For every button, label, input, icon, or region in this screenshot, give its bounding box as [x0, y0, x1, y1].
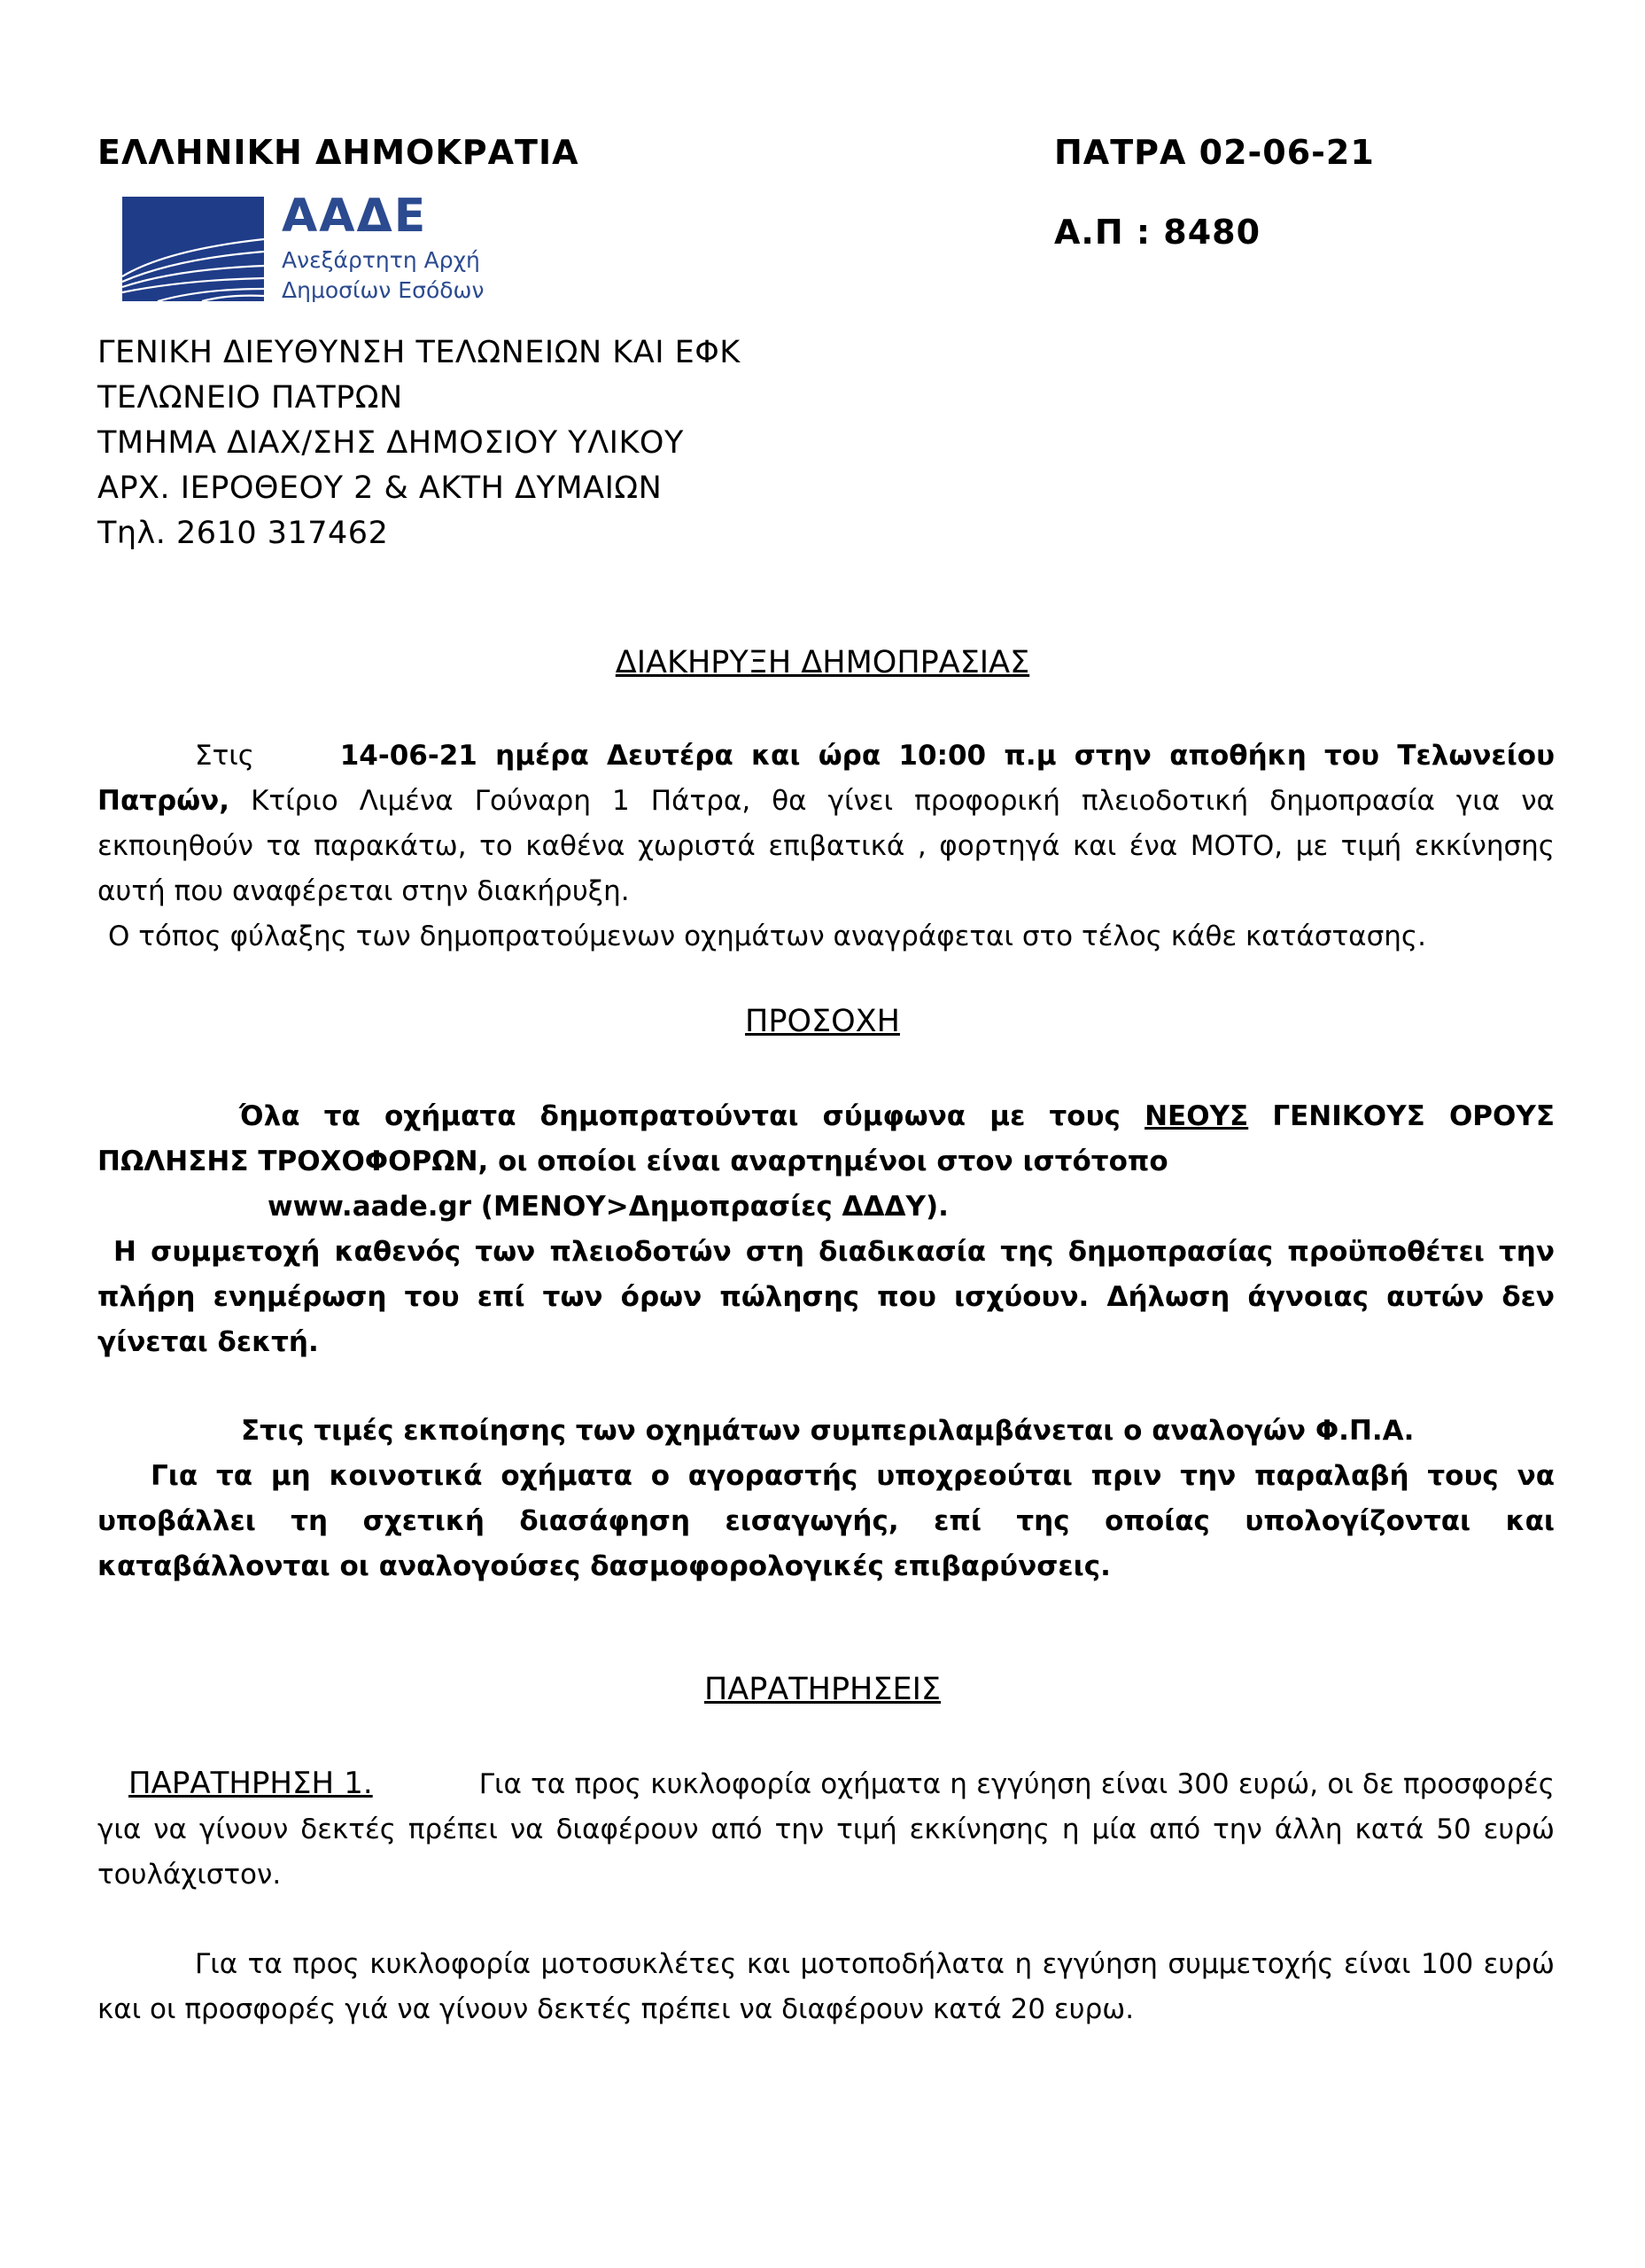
address-line: ΑΡΧ. ΙΕΡΟΘΕΟΥ 2 & ΑΚΤΗ ΔΥΜΑΙΩΝ: [97, 470, 663, 506]
auction-date-location: 14-06-21 ημέρα Δευτέρα και ώρα 10:00 π.μ στην αποθήκη του Τελωνείου Πατρών,: [97, 740, 1555, 817]
republic-title: ΕΛΛΗΝΙΚΗ ΔΗΜΟΚΡΑΤΙΑ: [97, 133, 579, 172]
storage-location-note: Ο τόπος φύλαξης των δημοπρατούμενων οχημάτων αναγράφεται στο τέλος κάθε κατάστασης.: [108, 920, 1426, 952]
remark-1-text: Για τα προς κυκλοφορία οχήματα η εγγύηση είναι 300 ευρώ, οι δε προσφορές για να γίνουν δεκτές πρέπει να διαφέρουν από την τιμή εκκίνησης η μία από την άλλη κατά 50 ευρώ τουλάχιστον.: [97, 1768, 1555, 1891]
address-line: ΓΕΝΙΚΗ ΔΙΕΥΘΥΝΣΗ ΤΕΛΩΝΕΙΩΝ ΚΑΙ ΕΦΚ: [97, 335, 741, 370]
announcement-paragraph: [97, 734, 1555, 914]
announcement-details: Κτίριο Λιμένα Γούναρη 1 Πάτρα, θα γίνει προφορική πλειοδοτική δημοπρασία για να εκποιηθούν τα παρακάτω, το καθένα χωριστά επιβατικά , φορτηγά και ένα ΜΟΤΟ, με τιμή εκκίνησης αυτή που αναφέρεται στην διακήρυξη.: [97, 785, 1555, 907]
remark-1: [97, 1761, 1555, 1898]
logo-line-2: Δημοσίων Εσόδων: [282, 277, 485, 303]
reference-number: Α.Π : 8480: [1054, 213, 1261, 252]
import-declaration-note: Για τα μη κοινοτικά οχήματα ο αγοραστής υποχρεούται πριν την παραλαβή τους να υποβάλλει τη σχετική διασάφηση εισαγωγής, επί της οποίας υπολογίζονται και καταβάλλονται οι αναλογούσες δασμοφορολογικές επιβαρύνσεις.: [97, 1460, 1555, 1582]
aade-emblem-icon: [122, 197, 264, 301]
terms-rest: ΓΕΝΙΚΟΥΣ ΟΡΟΥΣ ΠΩΛΗΣΗΣ ΤΡΟΧΟΦΟΡΩΝ, οι οποίοι είναι αναρτημένοι στον ιστότοπο: [97, 1100, 1556, 1177]
vat-note: Στις τιμές εκποίησης των οχημάτων συμπεριλαμβάνεται ο αναλογών Φ.Π.Α.: [241, 1415, 1415, 1447]
attention-title: ΠΡΟΣΟΧΗ: [745, 1004, 900, 1039]
remarks-title: ΠΑΡΑΤΗΡΗΣΕΙΣ: [703, 1672, 942, 1707]
website-reference: www.aade.gr (ΜΕΝΟΥ>Δημοπρασίες ΔΔΔΥ).: [268, 1191, 949, 1223]
attention-paragraph-2: Η συμμετοχή καθενός των πλειοδοτών στη διαδικασία της δημοπρασίας προϋποθέτει την πλήρη ενημέρωση του επί των όρων πώλησης που ισχύουν. Δήλωση άγνοιας αυτών δεν γίνεται δεκτή.: [97, 1236, 1555, 1358]
address-line: ΤΕΛΩΝΕΙΟ ΠΑΤΡΩΝ: [97, 380, 403, 416]
announcement-title: ΔΙΑΚΗΡΥΞΗ ΔΗΜΟΠΡΑΣΙΑΣ: [615, 645, 1030, 680]
address-line: Τηλ. 2610 317462: [97, 516, 389, 551]
place-date: ΠΑΤΡΑ 02-06-21: [1054, 133, 1375, 172]
logo-line-1: Ανεξάρτητη Αρχή: [282, 247, 480, 273]
terms-intro: Όλα τα οχήματα δημοπρατούνται σύμφωνα με τους: [239, 1100, 1145, 1132]
logo-acronym: ΑΑΔΕ: [282, 190, 428, 243]
remark-1-label: ΠΑΡΑΤΗΡΗΣΗ 1.: [128, 1766, 373, 1801]
attention-paragraph-1: [97, 1094, 1555, 1184]
aade-logo: [122, 190, 494, 303]
new-terms-underlined: ΝΕΟΥΣ: [1145, 1100, 1249, 1132]
address-line: ΤΜΗΜΑ ΔΙΑΧ/ΣΗΣ ΔΗΜΟΣΙΟΥ ΥΛΙΚΟΥ: [97, 425, 684, 461]
remark-2: Για τα προς κυκλοφορία μοτοσυκλέτες και μοτοποδήλατα η εγγύηση συμμετοχής είναι 100 ευρώ και οι προσφορές γιά να γίνουν δεκτές πρέπει να διαφέρουν κατά 20 ευρω.: [97, 1948, 1555, 2025]
announcement-intro: Στις: [195, 740, 254, 772]
